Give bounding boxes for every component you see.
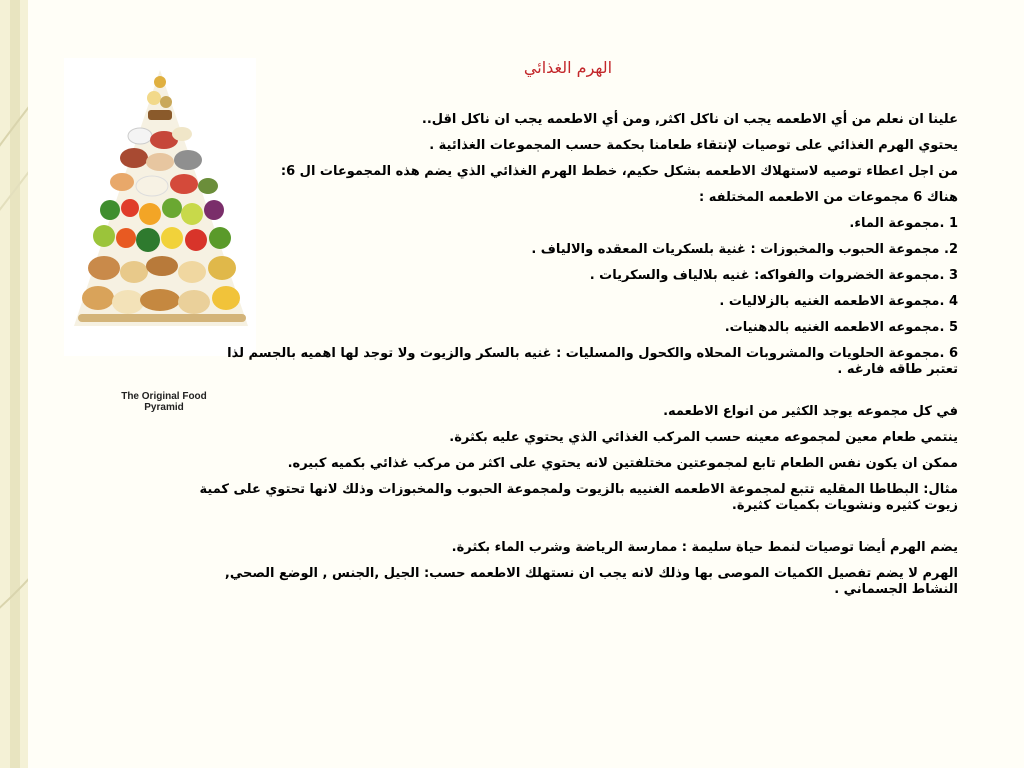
spacer: [196, 378, 958, 404]
group-item-5: 5 .مجموعه الاطعمه الغنيه بالدهنيات.: [724, 320, 958, 335]
group-item-4: 4 .مجموعة الاطعمه الغنيه بالزلاليات .: [719, 294, 958, 309]
group-item-1: 1 .مجموعة الماء.: [849, 216, 958, 231]
group-item-2: 2. مجموعة الحبوب والمخبوزات : غنية بلسكريات المعقده والالياف .: [531, 242, 958, 257]
slide-title: الهرم الغذائي: [523, 58, 613, 77]
group-item-6: 6 .مجموعة الحلويات والمشروبات المحلاه والكحول والمسليات : غنيه بالسكر والزيوت ولا توجد لها اهميه بالجسم لذا تعتبر طاقه فارغه .: [227, 346, 958, 377]
paragraph-4: هناك 6 مجموعات من الاطعمه المختلفه :: [699, 190, 958, 205]
slide-content: [196, 112, 958, 598]
note-4: مثال: البطاطا المقليه تتبع لمجموعة الاطعمه الغنييه بالزيوت ولمجموعة الحبوب والمخبوزات وذلك لانها تحتوي على كمية زيوت كثيره ونشويات بكميات كثيرة.: [199, 482, 958, 513]
spacer: [196, 514, 958, 540]
note-2: ينتمي طعام معين لمجموعه معينه حسب المركب الغذائي الذي يحتوي عليه بكثرة.: [449, 430, 958, 445]
note-1: في كل مجموعه يوجد الكثير من انواع الاطعمه.: [663, 404, 958, 419]
slide: [28, 0, 1024, 768]
group-item-3: 3 .مجموعة الخضروات والفواكه: غنيه بلالياف والسكريات .: [589, 268, 958, 283]
closing-1: يضم الهرم أيضا توصيات لنمط حياة سليمة : ممارسة الرياضة وشرب الماء بكثرة.: [451, 540, 958, 555]
paragraph-3: من اجل اعطاء توصيه لاستهلاك الاطعمه بشكل حكيم، خطط الهرم الغذائي الذي يضم هذه المجموعات ال 6:: [280, 164, 958, 179]
pyramid-caption: The Original Food Pyramid: [121, 391, 207, 413]
closing-2: الهرم لا يضم تفصيل الكميات الموصى بها وذلك لانه يجب ان نستهلك الاطعمه حسب: الجيل ,الجنس , الوضع الصحي, النشاط الجسماني .: [224, 566, 958, 597]
note-3: ممكن ان يكون نفس الطعام تابع لمجموعتين مختلفتين لانه يحتوي على اكثر من مركب غذائي بكميه كبيره.: [287, 456, 958, 471]
paragraph-1: علينا ان نعلم من أي الاطعمه يجب ان ناكل اكثر, ومن أي الاطعمه يجب ان ناكل اقل..: [421, 112, 958, 127]
paragraph-2: يحتوي الهرم الغذائي على توصيات لإنتقاء طعامنا بحكمة حسب المجموعات الغذائية .: [429, 138, 958, 153]
